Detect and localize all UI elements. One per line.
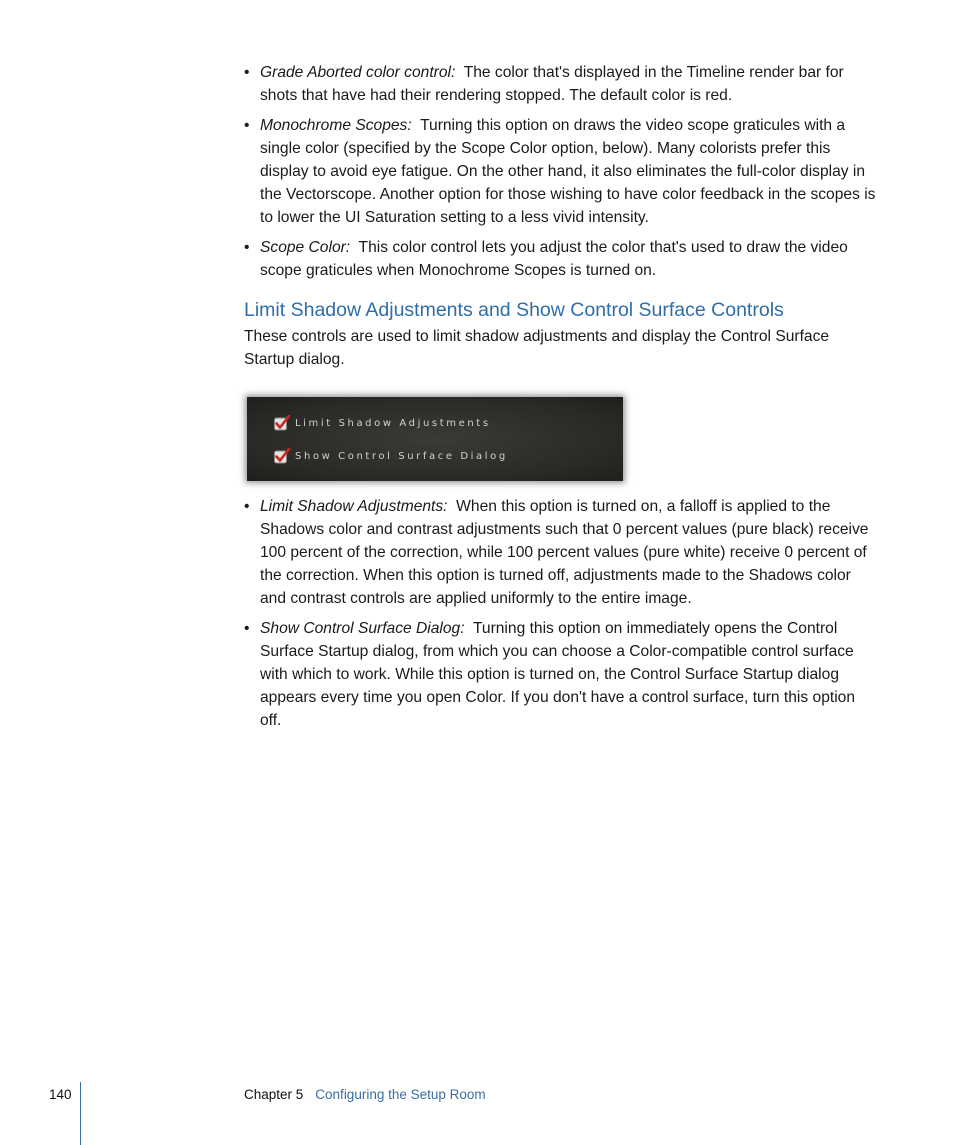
- list-item: • Limit Shadow Adjustments: When this option is turned on, a falloff is applied to the Shadows color and contrast adjustments such that 0 percent values (pure black) receive 100 percent of the correction, while 100 percent values (pure white) receive 0 percent of the correction. When this option is turned off, adjustments made to the Shadows color and contrast controls are applied uniformly to the entire image.: [244, 498, 869, 607]
- section-heading: Limit Shadow Adjustments and Show Control Surface Controls: [244, 299, 784, 321]
- chapter-title: Configuring the Setup Room: [315, 1087, 486, 1102]
- description: Turning this option on immediately opens the Control Surface Startup dialog, from which you can choose a Color-compatible control surface with which to work. While this option is turned on, the Control Surface Startup dialog appears every time you open Color. If you don't have a control surface, turn this option off.: [260, 620, 856, 729]
- checkbox-label: Show Control Surface Dialog: [295, 450, 508, 462]
- section-intro: These controls are used to limit shadow adjustments and display the Control Surface Startup dialog.: [244, 328, 830, 368]
- term: Grade Aborted color control:: [260, 64, 456, 81]
- description: When this option is turned on, a falloff is applied to the Shadows color and contrast adjustments such that 0 percent values (pure black) receive 100 percent of the correction, while 100 percent values (pure white) receive 0 percent of the correction. When this option is turned off, adjustments made to the Shadows color and contrast controls are applied uniformly to the entire image.: [260, 498, 869, 607]
- term: Scope Color:: [260, 239, 351, 256]
- list-item: • Monochrome Scopes: Turning this option on draws the video scope graticules with a single color (specified by the Scope Color option, below). Many colorists prefer this display to avoid eye fatigue. On the other hand, it also eliminates the full-color display in the Vectorscope. Another option for those wishing to have color feedback in the scopes is to lower the UI Saturation setting to a less vivid intensity.: [244, 117, 876, 226]
- limit-shadow-checkbox-row[interactable]: [273, 414, 491, 432]
- term: Show Control Surface Dialog:: [260, 620, 465, 637]
- term: Limit Shadow Adjustments:: [260, 498, 448, 515]
- page-number: 140: [49, 1087, 72, 1102]
- checkbox-label: Limit Shadow Adjustments: [295, 417, 491, 429]
- description: This color control lets you adjust the color that's used to draw the video scope graticules when Monochrome Scopes is turned on.: [260, 239, 848, 279]
- bullet-list-bottom: [244, 495, 880, 732]
- list-item: • Grade Aborted color control: The color that's displayed in the Timeline render bar for shots that have had their rendering stopped. The default color is red.: [244, 64, 844, 104]
- footer-divider: [80, 1082, 81, 1145]
- term: Monochrome Scopes:: [260, 117, 412, 134]
- list-item: • Scope Color: This color control lets you adjust the color that's used to draw the video scope graticules when Monochrome Scopes is turned on.: [244, 239, 848, 279]
- checkbox-checked-icon[interactable]: [273, 414, 291, 432]
- checkbox-checked-icon[interactable]: [273, 447, 291, 465]
- chapter-label: Chapter 5: [244, 1087, 304, 1102]
- description: The color that's displayed in the Timeline render bar for shots that have had their rendering stopped. The default color is red.: [260, 64, 844, 104]
- description: Turning this option on draws the video scope graticules with a single color (specified by the Scope Color option, below). Many colorists prefer this display to avoid eye fatigue. On the other hand, it also eliminates the full-color display in the Vectorscope. Another option for those wishing to have color feedback in the scopes is to lower the UI Saturation setting to a less vivid intensity.: [260, 117, 876, 226]
- show-control-surface-checkbox-row[interactable]: [273, 447, 508, 465]
- chapter-footer: [244, 1087, 486, 1102]
- bullet-list-top: [244, 61, 880, 282]
- settings-panel-screenshot: [247, 397, 623, 481]
- list-item: • Show Control Surface Dialog: Turning this option on immediately opens the Control Surface Startup dialog, from which you can choose a Color-compatible control surface with which to work. While this option is turned on, the Control Surface Startup dialog appears every time you open Color. If you don't have a control surface, turn this option off.: [244, 620, 856, 729]
